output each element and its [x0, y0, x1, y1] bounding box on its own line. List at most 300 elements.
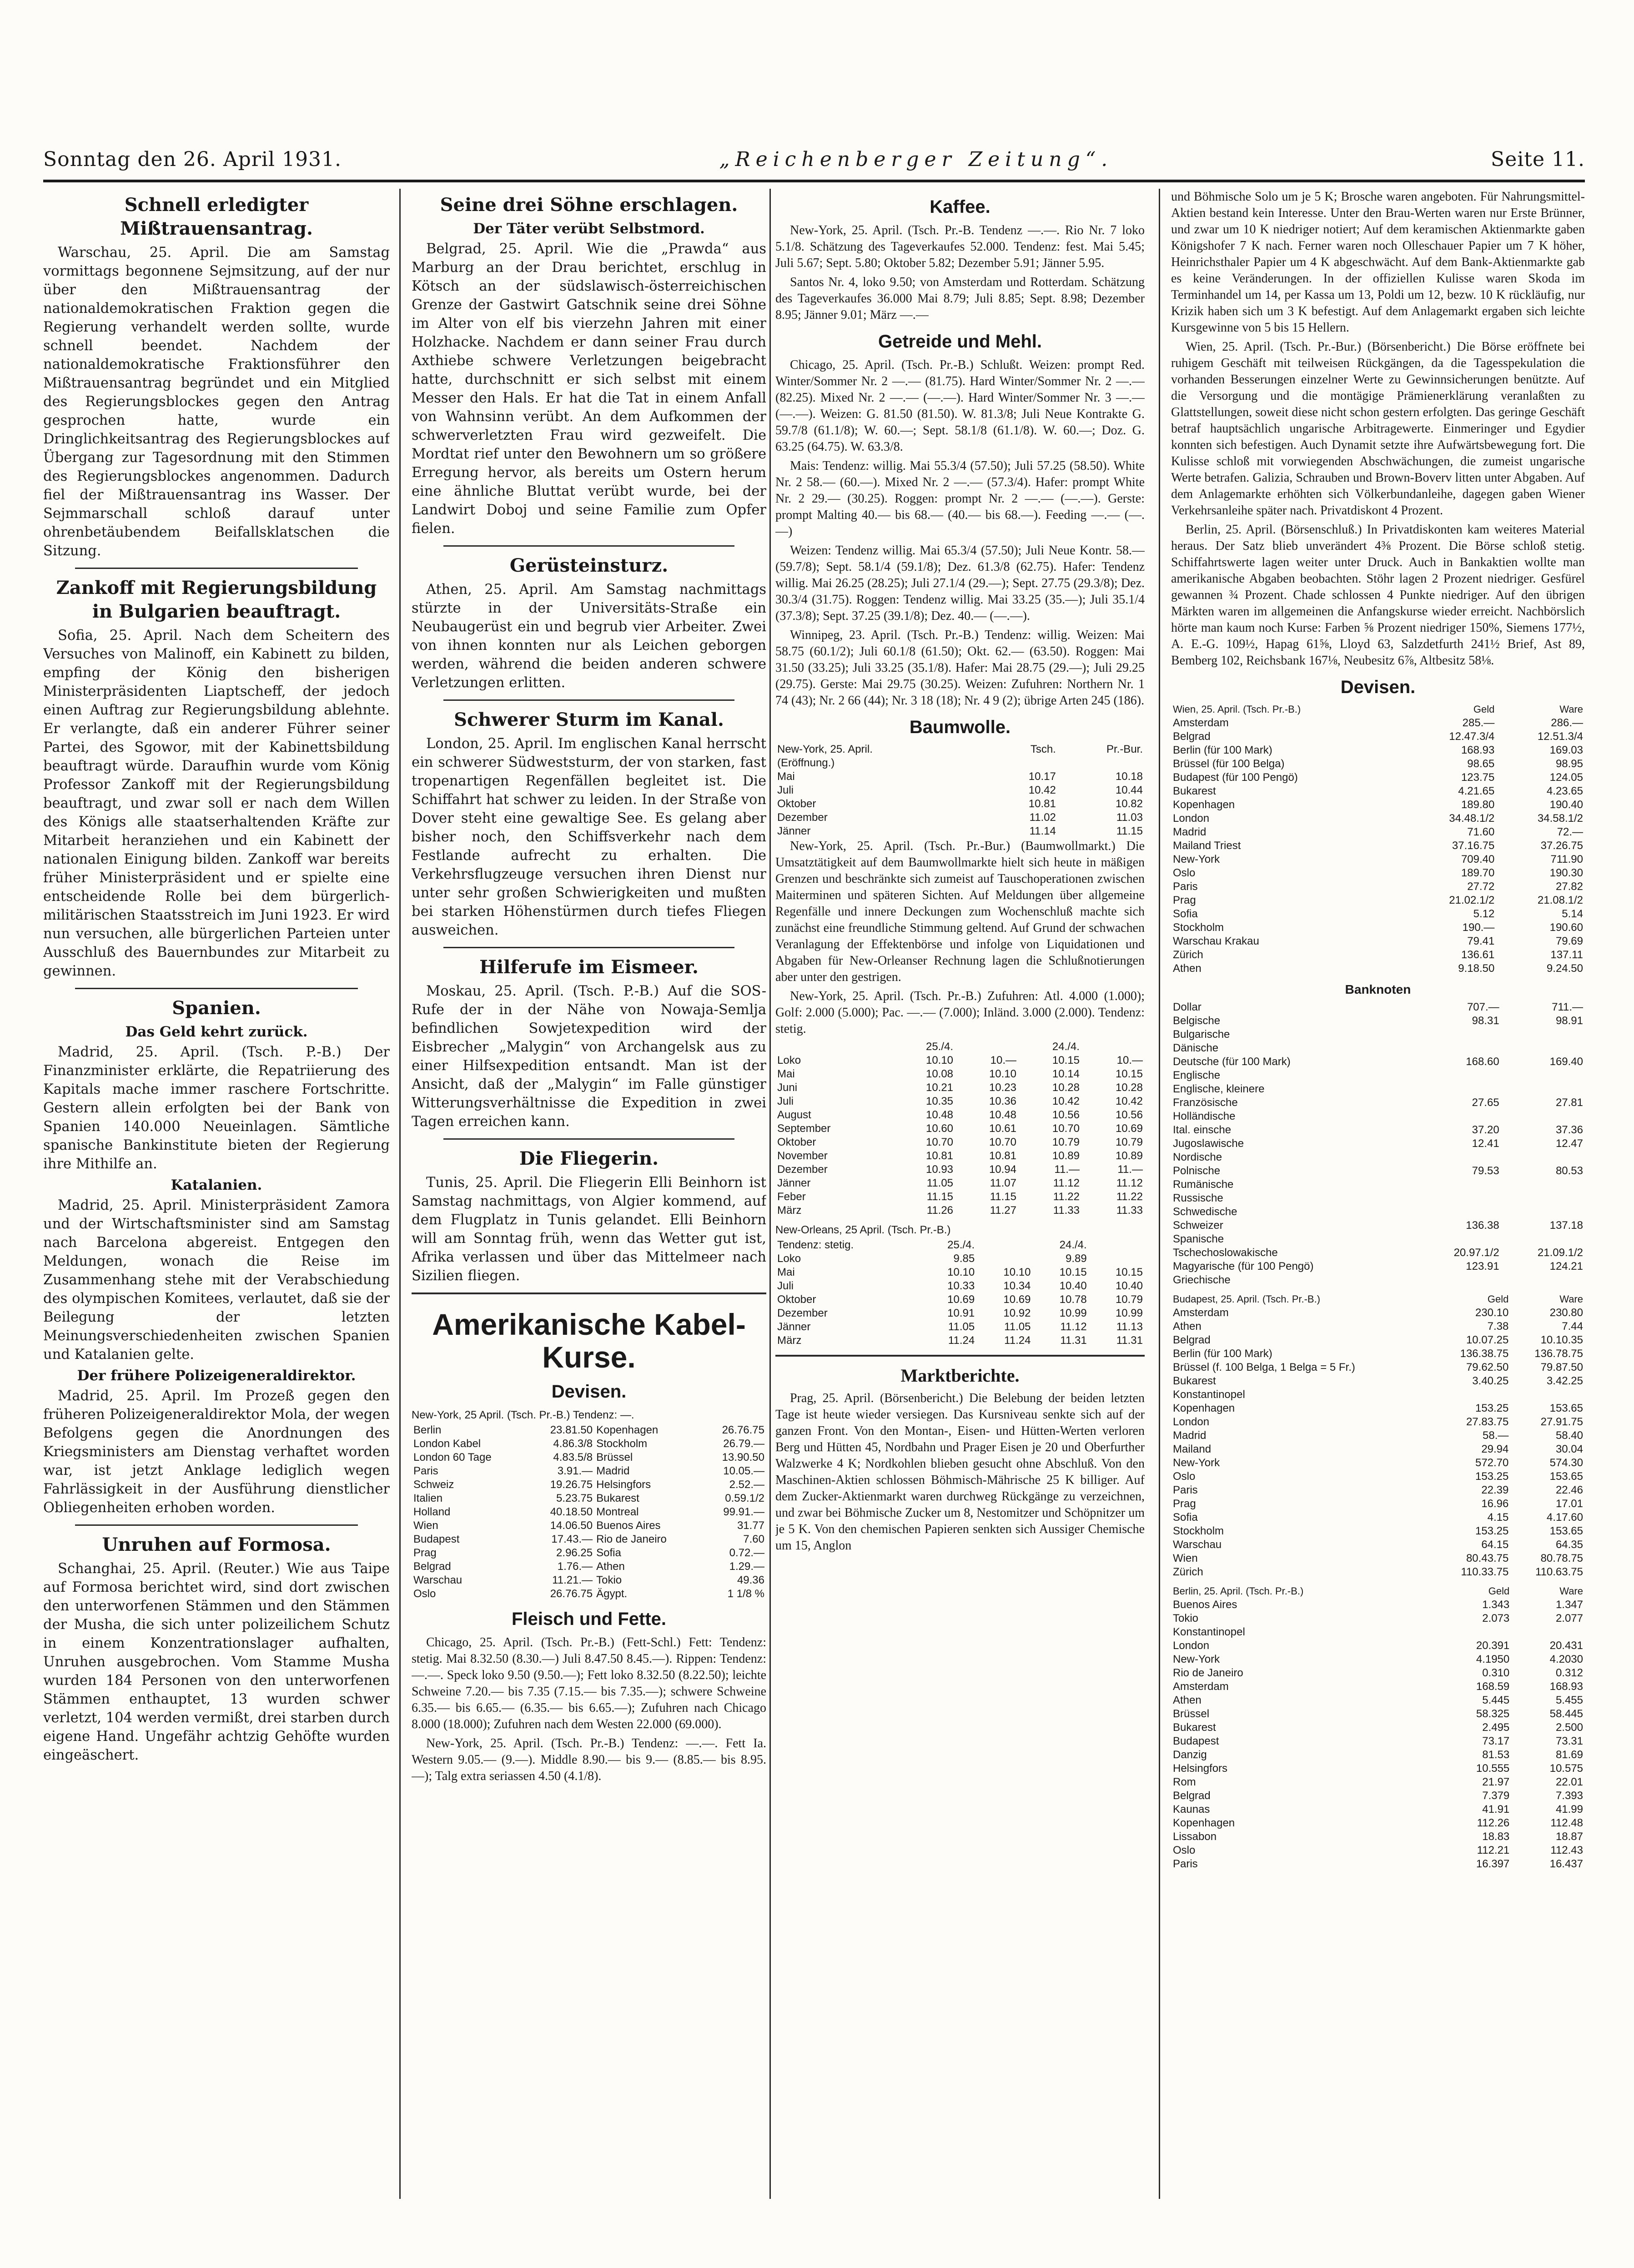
table-cell: 153.65	[1549, 1402, 1583, 1414]
table-row	[1171, 771, 1585, 784]
table-cell: Prag	[1173, 894, 1196, 906]
table-cell: 2.500	[1555, 1721, 1583, 1734]
table-cell: 2.495	[1482, 1721, 1510, 1734]
table-row	[775, 1190, 1145, 1204]
table-row	[1171, 1096, 1585, 1110]
table-cell: 10.33	[947, 1280, 975, 1292]
column-divider	[769, 189, 771, 2199]
article-title: Hilferufe im Eismeer.	[479, 956, 699, 978]
table-cell: 10.94	[989, 1163, 1016, 1176]
table-cell: Buenos Aires	[596, 1519, 661, 1532]
table-cell: Paris	[1173, 1858, 1198, 1870]
table-cell: 11.14	[1029, 825, 1056, 837]
section-title-kabel: Amerikanische Kabel-Kurse.	[432, 1307, 746, 1374]
table-cell: 81.53	[1482, 1749, 1510, 1761]
table-header: Geld	[1473, 704, 1495, 715]
table-cell: 10.56	[1052, 1109, 1080, 1121]
table-cell: Athen	[1173, 962, 1202, 975]
article-title: Gerüsteinsturz.	[509, 555, 669, 576]
table-cell: Sofia	[1173, 1511, 1198, 1524]
table-cell: 37.20	[1472, 1124, 1499, 1136]
table-cell: Berlin	[413, 1424, 442, 1436]
article-text: New-York, 25. April. (Tsch. Pr.-B.) Zufuhren: Atl. 4.000 (1.000); Golf: 2.000 (5.000); Pac. —.— (7.000); Inländ. 3.000 (2.000). Tendenz: stetig.	[775, 989, 1145, 1036]
table-cell: 10.15	[1052, 1054, 1080, 1066]
table-cell: 10.23	[989, 1081, 1016, 1094]
table-row	[775, 825, 1145, 838]
table-cell: Stockholm	[596, 1438, 648, 1450]
table-cell: 64.35	[1555, 1539, 1583, 1551]
table-row	[1171, 921, 1585, 935]
table-cell: Juli	[777, 784, 794, 796]
table-cell: London	[1173, 1639, 1210, 1652]
table-cell: Russische	[1173, 1192, 1223, 1204]
table-row	[1171, 1402, 1585, 1415]
table-cell: 572.70	[1475, 1457, 1509, 1469]
table-caption: New-York, 25 April. (Tsch. Pr.-B.) Tendenz: —.	[412, 1409, 634, 1421]
table-row	[775, 1320, 1145, 1334]
table-cell: Warschau	[1173, 1539, 1222, 1551]
table-cell: Rumänische	[1173, 1178, 1234, 1191]
table-cell: Oslo	[1173, 1844, 1196, 1856]
table-cell: Tokio	[1173, 1612, 1199, 1624]
table-cell: Athen	[1173, 1694, 1202, 1706]
table-row	[412, 1451, 766, 1464]
table-cell: 11.24	[1004, 1334, 1031, 1347]
table-cell: 2.073	[1482, 1612, 1510, 1624]
table-row	[1171, 1374, 1585, 1388]
table-cell: Paris	[413, 1465, 438, 1477]
table-cell: 98.65	[1467, 758, 1495, 770]
table-cell: Danzig	[1173, 1749, 1207, 1761]
table-cell: 99.91.—	[723, 1506, 764, 1518]
table-cell: 112.21	[1477, 1844, 1510, 1856]
table-cell	[1501, 1082, 1585, 1096]
table-row	[1171, 1415, 1585, 1429]
table-cell: 9.89	[1065, 1252, 1087, 1265]
table-cell: 23.81.50	[550, 1424, 593, 1436]
table-cell	[1417, 1151, 1501, 1164]
article-text: Mais: Tendenz: willig. Mai 55.3/4 (57.50); Juli 57.25 (58.50). White Nr. 2 58.— (60.—). Mixed Nr. 2 —.— (57.3/4). Hafer: prompt White Nr. 2 29.— (30.25). Roggen: prompt Nr. 2 —.— (—.—). Gerste: prompt Malting 40.— bis 68.— (40.— bis 68.—). Feeding —.— (—.—)	[775, 459, 1145, 538]
table-row	[775, 1177, 1145, 1190]
table-cell: 11.33	[1053, 1204, 1080, 1217]
article-subtitle: Der Täter verübt Selbstmord.	[473, 221, 705, 237]
table-cell: 11.07	[990, 1177, 1016, 1189]
table-cell: 5.23.75	[556, 1492, 593, 1504]
table-cell: 18.83	[1482, 1830, 1510, 1843]
table-header	[1089, 1238, 1145, 1252]
table-row	[1171, 798, 1585, 812]
table-cell: 7.38	[1487, 1320, 1509, 1333]
table-cell: 1.76.—	[557, 1560, 593, 1573]
table-cell	[976, 1252, 1032, 1266]
table-cell: 10.99	[1115, 1307, 1143, 1319]
table-row	[1171, 1361, 1585, 1374]
table-cell: 10.82	[1115, 798, 1143, 810]
table-cell: Schweizer	[1173, 1219, 1223, 1232]
table-cell: 4.2030	[1549, 1653, 1583, 1665]
table-cell: 30.04	[1555, 1443, 1583, 1455]
table-row	[775, 1252, 1145, 1266]
table-cell: 27.82	[1555, 880, 1583, 893]
table-row	[1171, 866, 1585, 880]
table-cell: 72.—	[1557, 826, 1583, 838]
table-row	[1171, 1748, 1585, 1762]
table-cell: 0.72.—	[729, 1547, 764, 1559]
table-cell: 11.15	[1116, 825, 1143, 837]
table-cell: 11.27	[990, 1204, 1016, 1217]
article-title: Die Fliegerin.	[519, 1148, 659, 1169]
table-cell: 11.12	[1116, 1177, 1143, 1189]
table-caption: New-Orleans, 25 April. (Tsch. Pr.-B.)	[775, 1224, 951, 1236]
table-subheading: Banknoten	[1345, 982, 1411, 996]
table-row	[1171, 880, 1585, 894]
table-cell: Zürich	[1173, 1566, 1203, 1578]
table-cell: 2.077	[1555, 1612, 1583, 1624]
table-cell: Stockholm	[1173, 921, 1224, 934]
table-cell: Kopenhagen	[1173, 1402, 1235, 1414]
table-row	[1171, 1205, 1585, 1219]
table-cell: 27.72	[1467, 880, 1495, 893]
table-cell: 153.25	[1475, 1402, 1509, 1414]
table-row	[1171, 935, 1585, 948]
table-cell: Konstantinopel	[1173, 1388, 1245, 1401]
column-2	[412, 189, 766, 1787]
table-cell: 136.38.75	[1460, 1348, 1509, 1360]
table-row	[1171, 1598, 1585, 1612]
table-cell: 4.15	[1487, 1511, 1509, 1524]
table-cell	[1417, 1273, 1501, 1287]
table-row	[1171, 1069, 1585, 1082]
table-row	[1171, 1775, 1585, 1789]
table-cell: Rio de Janeiro	[1173, 1667, 1243, 1679]
table-cell: 230.10	[1475, 1307, 1509, 1319]
table-cell: 80.53	[1555, 1165, 1583, 1177]
table-cell: Sofia	[596, 1547, 621, 1559]
table-cell: Athen	[596, 1560, 625, 1573]
table-cell: 10.555	[1476, 1762, 1510, 1775]
table-row	[1171, 962, 1585, 976]
table-cell: Juli	[777, 1095, 794, 1107]
table-cell: Warschau	[413, 1574, 463, 1586]
table-cell: 17.01	[1555, 1498, 1583, 1510]
table-row	[1171, 1816, 1585, 1830]
table-cell: Bukarest	[1173, 1721, 1216, 1734]
table-cell: 21.02.1/2	[1449, 894, 1495, 906]
table-row	[775, 1095, 1145, 1108]
table-row	[775, 1266, 1145, 1279]
table-cell: Englische	[1173, 1069, 1221, 1081]
article-text: Madrid, 25. April. Ministerpräsident Zamora und der Wirtschaftsminister sind am Samstag nach Barcelona abgereist. Entgegen den Meldungen, wonach die Reise im Zusammenhang stehe mit der Verabschiedung des olympischen Komitees, verlautet, daß sie der Beilegung der letzten Meinungsverschiedenheiten zwischen Spanien und Katalanien gelte.	[43, 1197, 390, 1363]
table-cell: 64.15	[1481, 1539, 1509, 1551]
table-cell: 10.89	[1115, 1150, 1143, 1162]
table-cell: 123.75	[1461, 771, 1495, 784]
article-text: New-York, 25. April. (Tsch. Pr.-B.) Tendenz: —.—. Fett Ia. Western 9.05.— (9.—). Middle 8.90.— bis 9.— (8.85.— bis 8.95.—); Talg extra seriassen 4.50 (4.1/8).	[412, 1736, 766, 1783]
article-separator	[75, 1524, 358, 1526]
table-cell: 9.18.50	[1458, 962, 1495, 975]
table-cell: 26.79.—	[723, 1438, 764, 1450]
table-header: Geld	[1488, 1585, 1510, 1597]
table-cell: 5.445	[1482, 1694, 1510, 1706]
table-cell: März	[777, 1204, 802, 1217]
table-cell: 190.30	[1549, 867, 1583, 879]
table-row	[1171, 1844, 1585, 1857]
table-cell: März	[777, 1334, 802, 1347]
table-header: 24./4.	[1052, 1041, 1080, 1053]
table-cell: Dezember	[777, 1307, 828, 1319]
table-row	[1171, 1497, 1585, 1511]
table-cell: 3.91.—	[557, 1465, 593, 1477]
table-cell: 17.43.—	[551, 1533, 593, 1545]
table-cell: Feber	[777, 1191, 806, 1203]
table-row	[412, 1519, 766, 1533]
article-subtitle: Der frühere Polizeigeneraldirektor.	[77, 1368, 356, 1384]
table-row	[1171, 716, 1585, 730]
table-cell: Helsingfors	[1173, 1762, 1228, 1775]
table-cell: Italien	[413, 1492, 443, 1504]
table-cell: 7.60	[743, 1533, 764, 1545]
table-cell: 123.91	[1466, 1260, 1499, 1272]
table-cell: Bulgarische	[1173, 1028, 1230, 1041]
table-cell: 10.42	[1052, 1095, 1080, 1107]
table-cell: 11.05	[948, 1321, 975, 1333]
article-subtitle: Katalanien.	[171, 1177, 262, 1193]
table-cell: 11.26	[926, 1204, 954, 1217]
table-header	[1081, 1040, 1145, 1054]
table-row	[1171, 1612, 1585, 1625]
table-cell: Madrid	[596, 1465, 630, 1477]
table-row	[412, 1560, 766, 1574]
table-row	[412, 1546, 766, 1560]
table-row	[1171, 894, 1585, 907]
table-cell: 12.51.3/4	[1537, 730, 1583, 743]
table-cell: Berlin (für 100 Mark)	[1173, 1348, 1272, 1360]
table-cell: Athen	[1173, 1320, 1202, 1333]
table-row	[1171, 757, 1585, 771]
table-row	[775, 797, 1145, 811]
table-cell	[1417, 1082, 1501, 1096]
table-cell: Jänner	[777, 1177, 811, 1189]
table-row	[1171, 1347, 1585, 1361]
article-text: Weizen: Tendenz willig. Mai 65.3/4 (57.50); Juli Neue Kontr. 58.— (59.7/8); Sept. 58.1/4 (59.1/8); Dez. 61.3/8 (62.75). Hafer: Tendenz willig. Mai 26.25 (28.25); Juli 27.1/4 (29.—); Sept. 27.75 (29.3/8); Dez. 30.3/4 (31.75). Roggen: Tendenz willig. Mai 33.25 (35.—); Juli 35.1/4 (37.3/8); Sept. 37.25 (39.1/8); Dez. 40.— (—.—).	[775, 543, 1145, 623]
table-row	[412, 1423, 766, 1437]
table-cell: 190.60	[1549, 921, 1583, 934]
table-cell	[1510, 1388, 1585, 1402]
table-row	[1171, 1123, 1585, 1137]
table-cell: Bukarest	[1173, 1375, 1216, 1387]
table-cell: 37.16.75	[1452, 840, 1495, 852]
table-cell: 153.25	[1475, 1470, 1509, 1483]
table-cell: 27.81	[1555, 1096, 1583, 1109]
table-cell: 20.97.1/2	[1453, 1247, 1499, 1259]
table-cell: 285.—	[1462, 717, 1495, 729]
table-cell: Bukarest	[596, 1492, 639, 1504]
table-cell: Paris	[1173, 1484, 1198, 1496]
table-cell	[1417, 1110, 1501, 1123]
table-cell: 98.31	[1472, 1015, 1499, 1027]
table-row	[775, 811, 1145, 825]
table-cell: Juni	[777, 1081, 798, 1094]
table-cell: 11.—	[1054, 1163, 1080, 1176]
table-row	[1171, 1041, 1585, 1055]
article-title: Schnell erledigter Mißtrauensantrag.	[120, 194, 313, 239]
table-cell	[1501, 1273, 1585, 1287]
article-text: New-York, 25. April. (Tsch. Pr.-B. Tendenz —.—. Rio Nr. 7 loko 5.1/8. Schätzung des Tageverkaufes 52.000. Tendenz: fest. Mai 5.45; Juli 5.67; Sept. 5.80; Oktober 5.82; Dezember 5.91; Jänner 5.95.	[775, 223, 1145, 270]
table-row	[412, 1437, 766, 1451]
table-row	[1171, 907, 1585, 921]
column-1	[43, 189, 390, 1767]
table-header: Tsch.	[1030, 743, 1056, 755]
table-cell: Kopenhagen	[1173, 799, 1235, 811]
section-title: Getreide und Mehl.	[878, 332, 1042, 352]
table-cell: 10.05.—	[723, 1465, 764, 1477]
table-cell: 79.69	[1555, 935, 1583, 947]
table-row	[1171, 744, 1585, 757]
table-row	[1171, 1721, 1585, 1735]
table-cell: 10.40	[1115, 1280, 1143, 1292]
table-cell: 4.1950	[1476, 1653, 1510, 1665]
table-row	[1171, 1653, 1585, 1666]
table-cell: 10.07.25	[1466, 1334, 1509, 1346]
table-cell: 10.14	[1052, 1068, 1080, 1080]
table-cell: 10.575	[1549, 1762, 1583, 1775]
table-row	[1171, 1857, 1585, 1871]
table-cell: 37.36	[1555, 1124, 1583, 1136]
table-cell: 10.79	[1115, 1293, 1143, 1306]
table-cell: 136.38	[1466, 1219, 1499, 1232]
table-row	[1171, 1273, 1585, 1287]
table-cell: 16.96	[1481, 1498, 1509, 1510]
wien-devisen-table	[1171, 703, 1585, 976]
table-cell: 29.94	[1481, 1443, 1509, 1455]
table-cell: 11.12	[1060, 1321, 1087, 1333]
table-cell: 4.86.3/8	[553, 1438, 593, 1450]
table-cell: 10.28	[1115, 1081, 1143, 1094]
article-text: Sofia, 25. April. Nach dem Scheitern des Versuches von Malinoff, ein Kabinett zu bilden, empfing der König den bisherigen Ministerpräsidenten Liaptscheff, der jedoch einen Auftrag zur Regierungsbildung ablehnte. Er verlangte, daß ein anderer Führer seiner Partei, des Sgowor, mit der Kabinettsbildung beauftragt würde. Daraufhin wurde vom König Professor Zankoff mit der Regierungsbildung beauftragt, und zwar soll er nach dem Willen des Königs alle staatserhaltenden Kräfte zur Mitarbeit heranziehen und ein Kabinett der nationalen Einigung bilden. Zankoff war bereits früher Ministerpräsident und er spielte eine entscheidende Rolle bei dem bürgerlich-militärischen Staatsstreich im Juni 1923. Er wird nun versuchen, alle bürgerlichen Parteien unter Ausschluß des Bauernbundes zur Mitarbeit zu gewinnen.	[43, 628, 390, 979]
table-cell: Prag	[413, 1547, 437, 1559]
table-row	[1171, 853, 1585, 866]
table-cell: 10.81	[925, 1150, 954, 1162]
table-cell: 112.43	[1550, 1844, 1583, 1856]
table-cell: Amsterdam	[1173, 717, 1229, 729]
table-cell: 10.70	[1052, 1122, 1080, 1135]
article-text: Prag, 25. April. (Börsenbericht.) Die Belebung der beiden letzten Tage ist heute wieder versiegen. Das Kursniveau senkte sich auf der ganzen Front. Von den Montan-, Eisen- und Hütten-Werten verloren Berg und Hütten 45, Nordbahn und Prager Eisen je 20 und Oberfurther Walzwerke 4 K; Nordkohlen blieben gesucht ohne Abschluß. Von den Maschinen-Aktien schlossen Böhmisch-Mährische 25 K billiger. Auf dem Zucker-Aktienmarkt waren durchweg Rückgänge zu verzeichnen, und zwar bei Böhmische Zucker um 8, Nestomitzer und Schöpnitzer um je 5 K. Von den chemischen Papieren senkten sich Aussiger Chemische um 15, Anglon	[775, 1391, 1145, 1553]
table-cell: 1.343	[1482, 1599, 1510, 1611]
table-cell: 11.03	[1116, 811, 1143, 824]
baumwolle-opening-table	[775, 743, 1145, 838]
table-cell: Wien	[1173, 1552, 1198, 1564]
table-header: Wien, 25. April. (Tsch. Pr.-B.)	[1173, 704, 1301, 715]
table-cell: Helsingfors	[596, 1478, 651, 1491]
table-cell: 41.99	[1555, 1803, 1583, 1815]
table-cell: Mailand	[1173, 1443, 1212, 1455]
table-cell: 189.80	[1461, 799, 1495, 811]
article-separator	[443, 545, 734, 547]
banknoten-table	[1171, 1001, 1585, 1287]
table-cell: 10.18	[1115, 770, 1143, 783]
table-row	[1171, 1110, 1585, 1123]
table-cell: 81.69	[1555, 1749, 1583, 1761]
table-row	[1171, 1137, 1585, 1151]
table-cell: 13.90.50	[722, 1451, 764, 1463]
table-cell: 168.93	[1549, 1680, 1583, 1693]
table-cell	[1501, 1041, 1585, 1055]
table-cell: 711.90	[1550, 853, 1583, 865]
article-text: Tunis, 25. April. Die Fliegerin Elli Beinhorn ist Samstag nachmittags, von Algier kommend, auf dem Flugplatz in Tunis gelandet. Elli Beinhorn will am Sonntag früh, wenn das Wetter gut ist, Afrika verlassen und über das Mittelmeer nach Sizilien fliegen.	[412, 1175, 766, 1284]
table-cell: 7.393	[1555, 1790, 1583, 1802]
table-cell: 10.92	[1003, 1307, 1031, 1319]
article-title: Seine drei Söhne erschlagen.	[440, 194, 738, 216]
table-cell: 136.61	[1461, 949, 1495, 961]
table-cell: 10.93	[925, 1163, 954, 1176]
table-cell: 11.31	[1060, 1334, 1087, 1347]
table-cell: 27.65	[1472, 1096, 1499, 1109]
article-text: London, 25. April. Im englischen Kanal herrscht ein schwerer Südweststurm, der von starken, fast tropenartigen Regenfällen begleitet ist. Die Schiffahrt hat schwer zu leiden. In der Straße von Dover steht eine gewaltige See. Es gelang aber bisher noch, den Schiffsverkehr nach dem Festlande aufrecht zu erhalten. Die Verkehrsflugzeuge versuchen ihren Dienst nur unter sehr großen Schwierigkeiten und mußten bei starken Höhenstürmen durch tiefes Fliegen ausweichen.	[412, 736, 766, 938]
table-cell: Mai	[777, 770, 795, 783]
article-title: Schwerer Sturm im Kanal.	[454, 709, 724, 730]
article-text: Athen, 25. April. Am Samstag nachmittags stürzte in der Universitäts-Straße ein Neubaugerüst ein und begrub vier Arbeiter. Zwei von ihnen konnten nur als Leichen geborgen werden, während die beiden anderen schwere Verletzungen erlitten.	[412, 582, 766, 691]
table-header: Geld	[1487, 1293, 1509, 1305]
table-cell	[1501, 1028, 1585, 1041]
table-row	[1171, 1055, 1585, 1069]
table-cell	[1501, 1178, 1585, 1192]
table-row	[412, 1574, 766, 1587]
table-row	[775, 1307, 1145, 1320]
table-row	[1171, 1306, 1585, 1320]
table-cell: 21.09.1/2	[1537, 1247, 1583, 1259]
table-row	[1171, 1164, 1585, 1178]
table-cell: 5.12	[1473, 908, 1495, 920]
table-cell: Budapest (für 100 Pengö)	[1173, 771, 1298, 784]
table-cell: 711.—	[1552, 1001, 1583, 1013]
article-subtitle: Das Geld kehrt zurück.	[125, 1024, 308, 1040]
table-row	[775, 1163, 1145, 1177]
table-cell	[1417, 1232, 1501, 1246]
table-cell: 10.17	[1028, 770, 1056, 783]
table-cell: 10.15	[1115, 1266, 1143, 1278]
table-row	[1171, 1151, 1585, 1164]
table-cell: 112.48	[1550, 1817, 1583, 1829]
article-separator	[75, 568, 358, 569]
table-cell: Belgrad	[1173, 730, 1211, 743]
table-caption: (Eröffnung.)	[777, 757, 835, 769]
table-cell: 22.39	[1481, 1484, 1509, 1496]
table-cell: 10.10	[1003, 1266, 1031, 1278]
table-cell: 10.10	[989, 1068, 1016, 1080]
article-text: Berlin, 25. April. (Börsenschluß.) In Privatdiskonten kam weiteres Material heraus. Der Satz blieb unverändert 4⅜ Prozent. Die Börse schloß stetig. Schiffahrtswerte lagen weiter unter Druck. Auch in Bankaktien wollte man amerikanische Abgaben beobachten. Stöhr lagen 2 Prozent niedriger. Gesfürel gewannen ¾ Prozent. Chade schlossen 4 Punkte niedriger. Auf den übrigen Märkten waren im allgemeinen die Anfangskurse wieder erreicht. Nachbörslich hörte man kaum noch Kurse: Farben ⅝ Prozent niedriger 150%, Siemens 177½, A. E.-G. 109½, Hapag 61⅝, Lloyd 63, Salzdetfurth 241½ Brief, Ast 89, Bemberg 102, Reichsbank 167⅛, Neubesitz 6⅞, Altbesitz 58⅛.	[1171, 523, 1585, 668]
table-cell: 137.11	[1550, 949, 1583, 961]
table-row	[1171, 1639, 1585, 1653]
table-row	[1171, 1735, 1585, 1748]
table-header: 25./4.	[947, 1239, 975, 1251]
table-cell: 10.34	[1003, 1280, 1031, 1292]
table-cell: 12.47.3/4	[1449, 730, 1495, 743]
table-cell: August	[777, 1109, 811, 1121]
table-cell: 22.01	[1555, 1776, 1583, 1788]
table-row	[1171, 1219, 1585, 1232]
table-cell: Juli	[777, 1280, 794, 1292]
table-cell: 10.28	[1052, 1081, 1080, 1094]
table-cell: Griechische	[1173, 1274, 1231, 1286]
table-row	[1171, 1552, 1585, 1565]
table-row	[775, 1279, 1145, 1293]
table-cell: London 60 Tage	[413, 1451, 492, 1463]
table-row	[775, 1334, 1145, 1348]
table-row	[1171, 1246, 1585, 1260]
table-row	[1171, 1320, 1585, 1333]
table-row	[775, 1081, 1145, 1095]
table-cell: 16.397	[1476, 1858, 1510, 1870]
table-cell: 153.65	[1549, 1525, 1583, 1537]
